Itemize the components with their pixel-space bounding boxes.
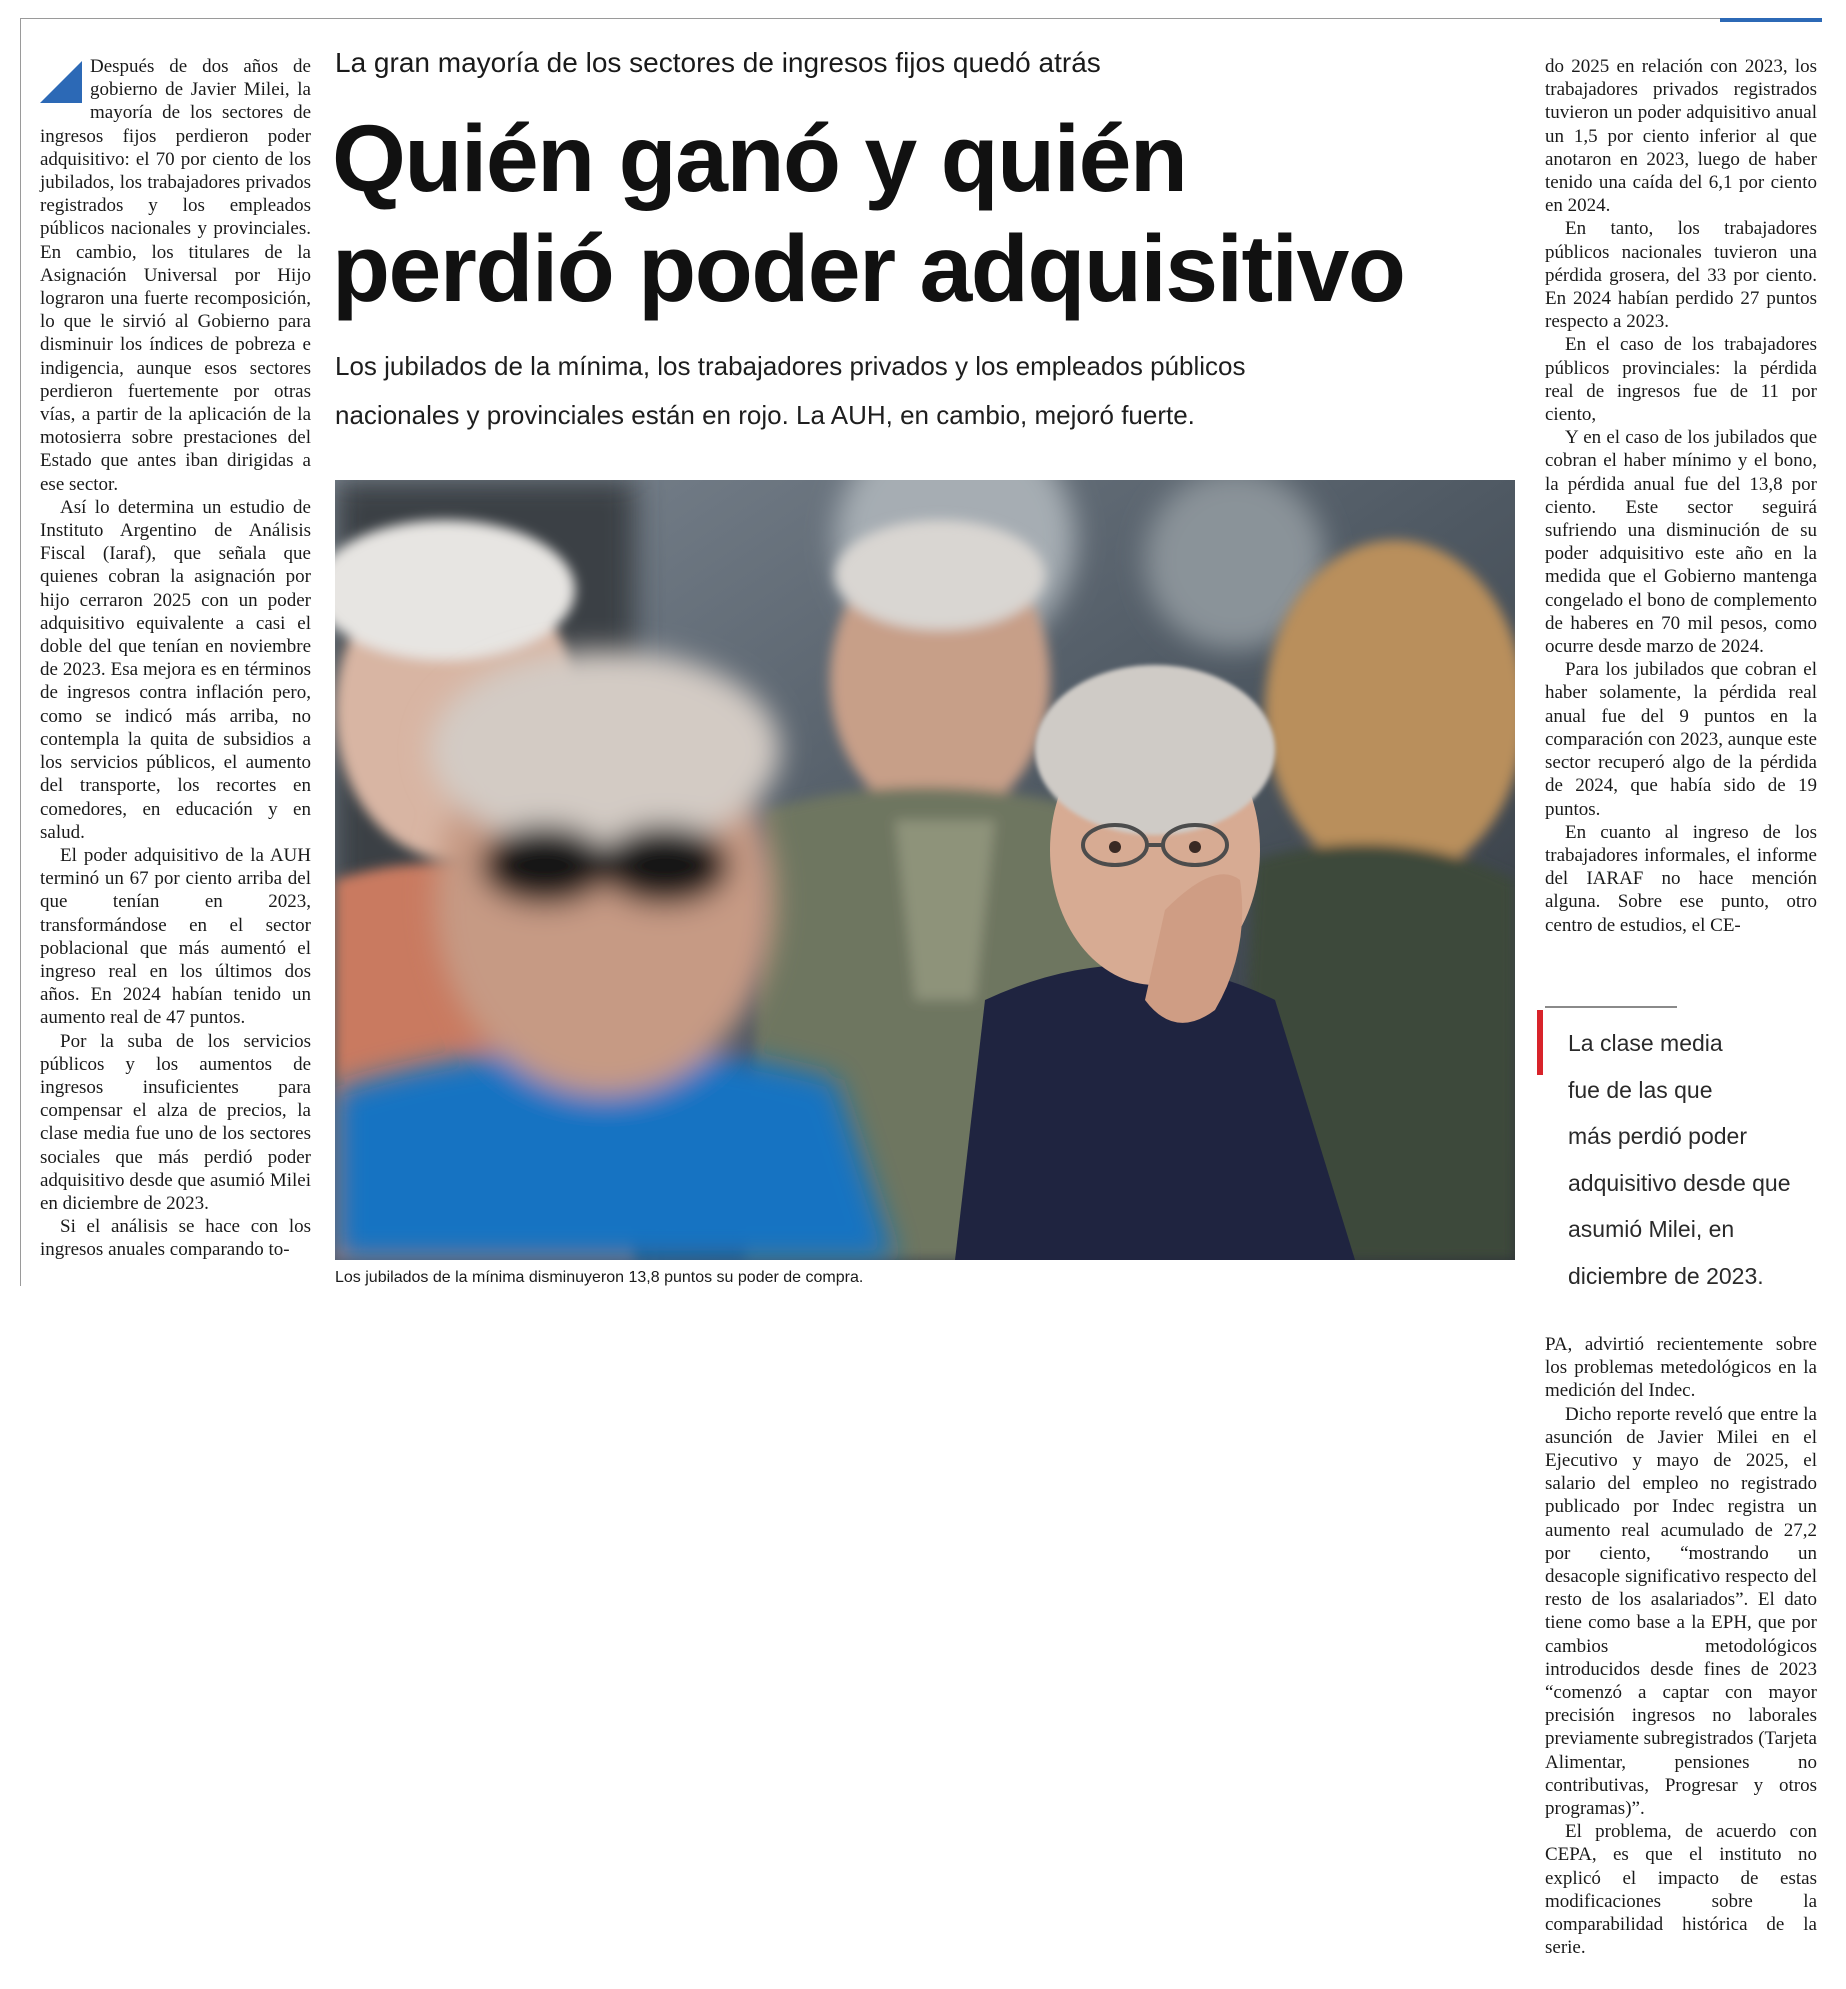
right-column-continued bbox=[1545, 1333, 1817, 1959]
pull-quote-line: fue de las que bbox=[1568, 1076, 1713, 1103]
pull-quote-line: más perdió poder bbox=[1568, 1123, 1747, 1149]
pull-quote bbox=[1568, 1020, 1808, 1299]
right-column bbox=[1545, 55, 1817, 937]
photo-caption: Los jubilados de la mínima disminuyeron 13,8 puntos su poder de compra. bbox=[335, 1269, 864, 1286]
paragraph: En tanto, los trabajadores públicos nacionales tuvieron una pérdida grosera, del 33 por ciento. En 2024 habían perdido 27 puntos respecto a 2023. bbox=[1545, 218, 1817, 333]
pull-quote-rule bbox=[1545, 1006, 1677, 1008]
pull-quote-line: asumió Milei, en bbox=[1568, 1216, 1735, 1242]
paragraph: En cuanto al ingreso de los trabajadores informales, el informe del IARAF no hace mención alguna. Sobre ese punto, otro centro de estudios, el CE- bbox=[1545, 821, 1817, 936]
headline-line: Quién ganó y quién bbox=[332, 106, 1187, 212]
paragraph: PA, advirtió recientemente sobre los problemas metedológicos en la medición del Indec. bbox=[1545, 1334, 1817, 1402]
pull-quote-line: diciembre de 2023. bbox=[1568, 1262, 1764, 1289]
paragraph: Así lo determina un estudio de Instituto Argentino de Análisis Fiscal (Iaraf), que señala que quienes cobran la asignación por hijo cerraron 2025 con un poder adquisitivo equivalente a casi el doble del que tenían en noviembre de 2023. Esa mejora es en términos de ingresos contra inflación pero, como se indicó más arriba, no contempla la quita de subsidios a los servicios públicos, el aumento del transporte, los recortes en comedores, en educación y en salud. bbox=[40, 496, 311, 843]
pull-quote-bar bbox=[1537, 1010, 1543, 1075]
paragraph: El poder adquisitivo de la AUH terminó un 67 por ciento arriba del que tenían en 2023, transformándose en el sector poblacional que más aumentó el ingreso real en los últimos dos años. En 2024 habían tenido un aumento real de 47 puntos. bbox=[40, 844, 311, 1029]
left-column-rule bbox=[20, 18, 21, 1286]
deck bbox=[335, 342, 1515, 440]
headline bbox=[332, 104, 1532, 324]
photo-illustration bbox=[335, 480, 1515, 1260]
paragraph: En el caso de los trabajadores públicos provinciales: la pérdida real de ingresos fue de 11 por ciento, bbox=[1545, 334, 1817, 426]
pull-quote-line: La clase media bbox=[1568, 1030, 1723, 1056]
paragraph: Si el análisis se hace con los ingresos anuales comparando to- bbox=[40, 1216, 311, 1261]
top-rule bbox=[20, 18, 1822, 19]
top-accent-bar bbox=[1720, 18, 1822, 22]
paragraph: do 2025 en relación con 2023, los trabajadores privados registrados tuvieron un poder adquisitivo anual un 1,5 por ciento inferior al que anotaron en 2023, luego de haber tenido una caída del 6,1 por ciento en 2024. bbox=[1545, 56, 1817, 217]
paragraph: El problema, de acuerdo con CEPA, es que el instituto no explicó el impacto de estas modificaciones sobre la comparabilidad histórica de la serie. bbox=[1545, 1821, 1817, 1959]
paragraph: Para los jubilados que cobran el haber solamente, la pérdida real anual fue del 9 puntos en la comparación con 2023, aunque este sector recuperó algo de la pérdida de 2024, que había sido de 19 puntos. bbox=[1545, 659, 1817, 820]
paragraph: Y en el caso de los jubilados que cobran el haber mínimo y el bono, la pérdida anual fue del 13,8 por ciento. Este sector seguirá sufriendo una disminución de su poder adquisitivo este año en la medida que el Gobierno mantenga congelado el bono de complemento de haberes en 70 mil pesos, como ocurre desde marzo de 2024. bbox=[1545, 427, 1817, 658]
paragraph: Por la suba de los servicios públicos y los aumentos de ingresos insuficientes para compensar el alza de precios, la clase media fue uno de los sectores sociales que más perdió poder adquisitivo desde que asumió Milei en diciembre de 2023. bbox=[40, 1030, 311, 1214]
headline-line: perdió poder adquisitivo bbox=[332, 216, 1405, 322]
article-photo bbox=[335, 480, 1515, 1260]
paragraph: Dicho reporte reveló que entre la asunción de Javier Milei en el Ejecutivo y mayo de 2025, el salario del empleo no registrado publicado por Indec registra un aumento real acumulado de 27,2 por ciento, “mostrando un desacople significativo respecto del resto de los asalariados”. El dato tiene como base a la EPH, que por cambios metodológicos introducidos desde fines de 2023 “comenzó a captar con mayor precisión ingresos no laborales previamente subregistrados (Tarjeta Alimentar, pensiones no contributivas, Progresar y otros programas)”. bbox=[1545, 1403, 1817, 1820]
pull-quote-line: adquisitivo desde que bbox=[1568, 1169, 1791, 1196]
paragraph: Después de dos años de gobierno de Javier Milei, la mayoría de los sectores de ingresos fijos perdieron poder adquisitivo: el 70 por ciento de los jubilados, los trabajadores privados registrados y los empleados públicos nacionales y provinciales. En cambio, los titulares de la Asignación Universal por Hijo lograron una fuerte recomposición, lo que le sirvió al Gobierno para disminuir los índices de pobreza e indigencia, aunque esos sectores perdieron fuertemente por otras vías, a partir de la aplicación de la motosierra sobre prestaciones del Estado que antes iban dirigidas a ese sector. bbox=[40, 56, 311, 495]
kicker: La gran mayoría de los sectores de ingresos fijos quedó atrás bbox=[335, 47, 1101, 78]
deck-line: nacionales y provinciales están en rojo. La AUH, en cambio, mejoró fuerte. bbox=[335, 400, 1195, 430]
section-marker-icon bbox=[40, 61, 82, 103]
deck-line: Los jubilados de la mínima, los trabajadores privados y los empleados públicos bbox=[335, 351, 1246, 381]
left-column bbox=[40, 55, 311, 1262]
